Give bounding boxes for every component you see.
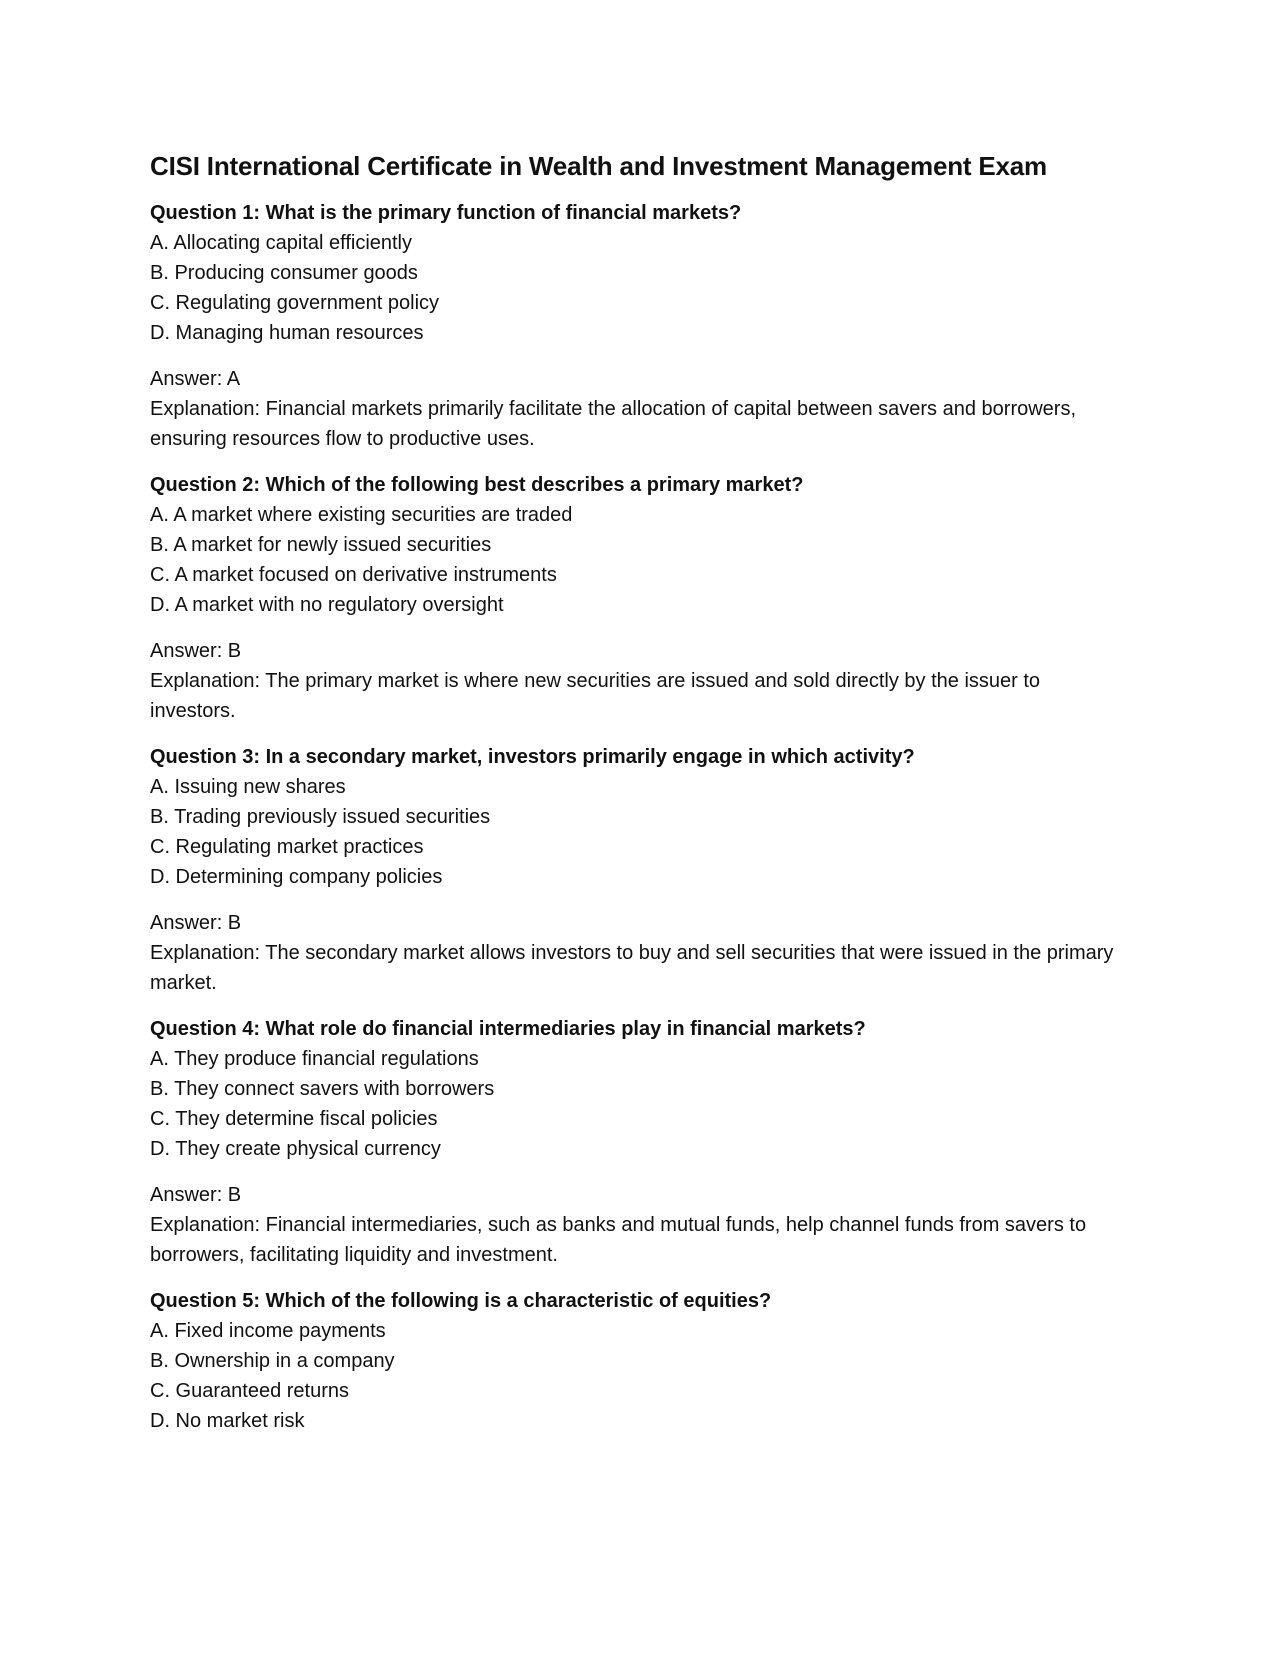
document-title: CISI International Certificate in Wealth and Investment Management Exam <box>150 151 1047 181</box>
answer-text: Answer: B <box>150 912 242 934</box>
option-c: C. Regulating government policy <box>150 292 440 314</box>
option-c: C. A market focused on derivative instruments <box>150 564 557 586</box>
question-block <box>150 742 1130 998</box>
question-text: Question 4: What role do financial intermediaries play in financial markets? <box>150 1018 866 1040</box>
option-a: A. Issuing new shares <box>150 776 346 798</box>
explanation-text: Explanation: Financial markets primarily facilitate the allocation of capital between savers and borrowers, ensuring resources flow to productive uses. <box>150 398 1077 450</box>
question-block <box>150 1014 1130 1270</box>
option-d: D. They create physical currency <box>150 1138 441 1160</box>
option-a: A. A market where existing securities are traded <box>150 504 573 526</box>
answer-text: Answer: B <box>150 640 242 662</box>
explanation-text: Explanation: The secondary market allows investors to buy and sell securities that were issued in the primary market. <box>150 942 1114 994</box>
option-c: C. Regulating market practices <box>150 836 424 858</box>
option-b: B. Ownership in a company <box>150 1350 395 1372</box>
question-block <box>150 1286 1130 1436</box>
explanation-text: Explanation: Financial intermediaries, such as banks and mutual funds, help channel funds from savers to borrowers, facilitating liquidity and investment. <box>150 1214 1087 1266</box>
question-text: Question 5: Which of the following is a characteristic of equities? <box>150 1290 772 1312</box>
option-d: D. No market risk <box>150 1410 305 1432</box>
option-list <box>150 500 1130 620</box>
question-text: Question 2: Which of the following best describes a primary market? <box>150 474 804 496</box>
option-a: A. They produce financial regulations <box>150 1048 479 1070</box>
option-d: D. Determining company policies <box>150 866 443 888</box>
answer-text: Answer: A <box>150 368 241 390</box>
option-a: A. Allocating capital efficiently <box>150 232 413 254</box>
document-page <box>150 148 1130 1452</box>
question-block <box>150 198 1130 454</box>
option-d: D. A market with no regulatory oversight <box>150 594 504 616</box>
question-block <box>150 470 1130 726</box>
option-b: B. A market for newly issued securities <box>150 534 492 556</box>
option-b: B. Producing consumer goods <box>150 262 418 284</box>
explanation-text: Explanation: The primary market is where new securities are issued and sold directly by the issuer to investors. <box>150 670 1041 722</box>
option-b: B. Trading previously issued securities <box>150 806 491 828</box>
option-c: C. They determine fiscal policies <box>150 1108 438 1130</box>
option-list <box>150 228 1130 348</box>
answer-text: Answer: B <box>150 1184 242 1206</box>
question-text: Question 1: What is the primary function of financial markets? <box>150 202 742 224</box>
option-list <box>150 772 1130 892</box>
option-list <box>150 1316 1130 1436</box>
option-b: B. They connect savers with borrowers <box>150 1078 495 1100</box>
question-text: Question 3: In a secondary market, investors primarily engage in which activity? <box>150 746 915 768</box>
option-list <box>150 1044 1130 1164</box>
option-c: C. Guaranteed returns <box>150 1380 349 1402</box>
option-a: A. Fixed income payments <box>150 1320 386 1342</box>
option-d: D. Managing human resources <box>150 322 424 344</box>
